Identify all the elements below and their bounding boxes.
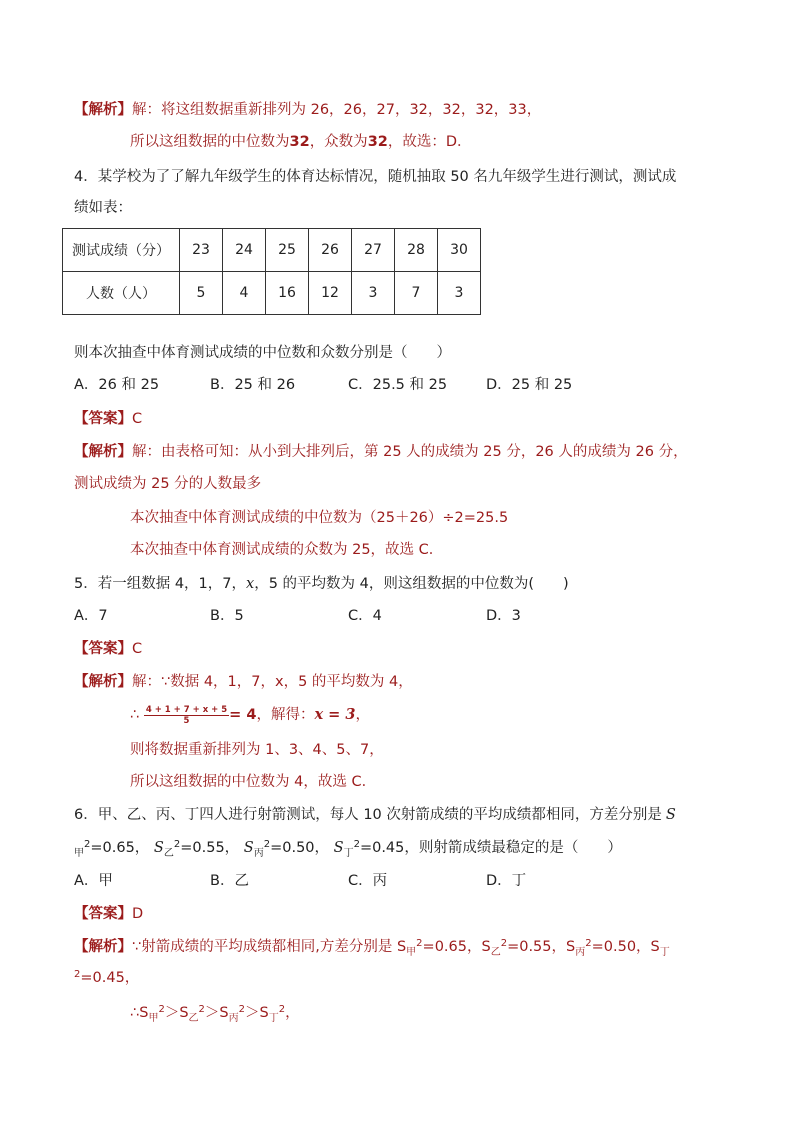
greater-than: ＞ bbox=[204, 1005, 220, 1021]
variance-symbol: S bbox=[153, 840, 164, 856]
variance-symbol: S bbox=[333, 840, 344, 856]
q5-variable-x: x bbox=[246, 576, 255, 592]
q4-question: 则本次抽查中体育测试成绩的中位数和众数分别是（ ） bbox=[74, 345, 451, 361]
q5-answer-value: C bbox=[132, 641, 143, 657]
q6-answer-value: D bbox=[132, 906, 144, 922]
variance-symbol: S bbox=[243, 840, 254, 856]
q4-analysis-line4: 本次抽查中体育测试成绩的众数为 25，故选 C． bbox=[130, 542, 444, 558]
variance-jia: =0.65， bbox=[90, 840, 150, 856]
subscript-jia: 甲 bbox=[406, 947, 417, 958]
analysis-tag: 【解析】 bbox=[74, 102, 132, 118]
variance-jia: =0.65， bbox=[422, 939, 482, 955]
table-cell: 26 bbox=[309, 229, 352, 272]
table-cell: 25 bbox=[266, 229, 309, 272]
solve-end: ， bbox=[355, 707, 370, 723]
table-header-cell: 人数（人） bbox=[63, 272, 180, 315]
score-table bbox=[62, 228, 481, 315]
q4-option-b: B．25 和 26 bbox=[210, 377, 296, 393]
q6-answer bbox=[74, 904, 143, 924]
variance-symbol: S bbox=[139, 1005, 149, 1021]
q3-mode-value: 32 bbox=[367, 134, 388, 150]
q6-stem-line2 bbox=[74, 838, 622, 860]
q4-analysis-text: 解：由表格可知：从小到大排列后，第 25 人的成绩为 25 分，26 人的成绩为 26 分， bbox=[132, 444, 688, 460]
fraction-numerator: 4 + 1 + 7 + x + 5 bbox=[145, 704, 228, 715]
q3-analysis-line2 bbox=[130, 132, 472, 152]
therefore-symbol: ∴ bbox=[130, 1005, 140, 1021]
table-cell: 24 bbox=[223, 229, 266, 272]
superscript-2: 2 bbox=[74, 969, 81, 980]
therefore-symbol: ∴ bbox=[130, 707, 140, 723]
subscript-jia: 甲 bbox=[74, 848, 84, 859]
table-cell: 23 bbox=[180, 229, 223, 272]
q4-answer bbox=[74, 409, 142, 429]
q3-choice: ，故选：D． bbox=[387, 134, 472, 150]
q6-analysis-line2 bbox=[74, 968, 139, 990]
table-header-cell: 测试成绩（分） bbox=[63, 229, 180, 272]
table-row bbox=[63, 272, 481, 315]
table-cell: 3 bbox=[352, 272, 395, 315]
equation-result: = 4 bbox=[229, 707, 257, 723]
q4-analysis-line1 bbox=[74, 442, 688, 462]
superscript-2: 2 bbox=[158, 1004, 165, 1015]
q5-stem bbox=[74, 574, 569, 594]
table-cell: 5 bbox=[180, 272, 223, 315]
q5-analysis-text: 解：∵数据 4，1，7，x，5 的平均数为 4， bbox=[132, 674, 413, 690]
variance-symbol: S bbox=[259, 1005, 269, 1021]
answer-tag: 【答案】 bbox=[74, 906, 132, 922]
variance-symbol: S bbox=[566, 939, 576, 955]
q5-answer bbox=[74, 639, 142, 659]
q3-analysis-line1 bbox=[74, 100, 541, 120]
variance-symbol: S bbox=[665, 807, 676, 823]
table-cell: 16 bbox=[266, 272, 309, 315]
q5-analysis-line4: 所以这组数据的中位数为 4，故选 C． bbox=[130, 774, 377, 790]
subscript-ding: 丁 bbox=[268, 1013, 279, 1024]
q6-stem-text: 6．甲、乙、丙、丁四人进行射箭测试，每人 10 次射箭成绩的平均成绩都相同，方差分别是 bbox=[74, 807, 662, 823]
q5-option-c: C．4 bbox=[348, 608, 382, 624]
table-cell: 7 bbox=[395, 272, 438, 315]
q6-analysis-line1 bbox=[74, 937, 670, 959]
q6-option-d: D．丁 bbox=[486, 873, 527, 889]
q5-analysis-line1 bbox=[74, 672, 413, 692]
table-cell: 4 bbox=[223, 272, 266, 315]
greater-than: ＞ bbox=[245, 1005, 260, 1021]
q5-stem-part1: 5．若一组数据 4，1，7， bbox=[74, 576, 247, 592]
superscript-2: 2 bbox=[353, 839, 360, 850]
superscript-2: 2 bbox=[263, 839, 271, 850]
q5-option-a: A．7 bbox=[74, 608, 108, 624]
q3-median-label: 所以这组数据的中位数为 bbox=[130, 134, 290, 150]
q5-analysis-line2 bbox=[130, 702, 370, 728]
subscript-yi: 乙 bbox=[163, 848, 174, 859]
q3-mode-label: ，众数为 bbox=[309, 134, 368, 150]
q5-option-b: B．5 bbox=[210, 608, 244, 624]
subscript-ding: 丁 bbox=[659, 947, 670, 958]
variance-symbol: S bbox=[396, 939, 407, 955]
q6-option-c: C．丙 bbox=[348, 873, 388, 889]
q4-analysis-line2: 测试成绩为 25 分的人数最多 bbox=[74, 476, 262, 492]
greater-than: ＞ bbox=[164, 1005, 180, 1021]
q6-option-a: A．甲 bbox=[74, 873, 113, 889]
subscript-yi: 乙 bbox=[490, 947, 501, 958]
q5-option-d: D．3 bbox=[486, 608, 521, 624]
q3-analysis-text: 解：将这组数据重新排列为 26，26，27，32，32，32，33， bbox=[132, 102, 542, 118]
superscript-2: 2 bbox=[278, 1004, 286, 1015]
subscript-bing: 丙 bbox=[228, 1013, 239, 1024]
q4-stem-line2: 绩如表： bbox=[74, 200, 132, 216]
superscript-2: 2 bbox=[84, 839, 91, 850]
q3-median-value: 32 bbox=[289, 134, 310, 150]
solution-equation: x = 3 bbox=[314, 706, 356, 723]
solve-label: ，解得： bbox=[256, 707, 315, 723]
variance-ding: =0.45， bbox=[80, 970, 140, 986]
superscript-2: 2 bbox=[173, 839, 181, 850]
table-cell: 27 bbox=[352, 229, 395, 272]
q6-analysis-line3 bbox=[130, 1003, 300, 1025]
q4-stem-line1: 4．某学校为了了解九年级学生的体育达标情况，随机抽取 50 名九年级学生进行测试，测试成 bbox=[74, 169, 677, 185]
variance-bing: =0.50， bbox=[591, 939, 651, 955]
answer-tag: 【答案】 bbox=[74, 641, 132, 657]
answer-tag: 【答案】 bbox=[74, 411, 132, 427]
q5-analysis-line3: 则将数据重新排列为 1、3、4、5、7， bbox=[130, 742, 384, 758]
superscript-2: 2 bbox=[198, 1004, 205, 1015]
analysis-tag: 【解析】 bbox=[74, 939, 132, 955]
subscript-bing: 丙 bbox=[575, 947, 586, 958]
table-row bbox=[63, 229, 481, 272]
q4-answer-value: C bbox=[132, 411, 143, 427]
analysis-tag: 【解析】 bbox=[74, 444, 132, 460]
q6-analysis-text: ∵射箭成绩的平均成绩都相同,方差分别是 bbox=[132, 939, 397, 955]
superscript-2: 2 bbox=[585, 938, 592, 949]
q4-analysis-line3: 本次抽查中体育测试成绩的中位数为（25＋26）÷2=25.5 bbox=[130, 510, 509, 526]
q5-stem-part2: ，5 的平均数为 4，则这组数据的中位数为( ) bbox=[254, 576, 569, 592]
variance-bing: =0.50， bbox=[270, 840, 330, 856]
variance-yi: =0.55， bbox=[180, 840, 240, 856]
variance-yi: =0.55， bbox=[507, 939, 567, 955]
variance-symbol: S bbox=[650, 939, 660, 955]
superscript-2: 2 bbox=[238, 1004, 246, 1015]
subscript-ding: 丁 bbox=[343, 848, 354, 859]
q4-option-a: A．26 和 25 bbox=[74, 377, 160, 393]
q6-option-b: B．乙 bbox=[210, 873, 249, 889]
fraction-denominator: 5 bbox=[183, 715, 190, 726]
mean-fraction bbox=[144, 705, 229, 726]
q4-option-d: D．25 和 25 bbox=[486, 377, 573, 393]
q6-stem-line1 bbox=[74, 805, 676, 825]
subscript-yi: 乙 bbox=[188, 1013, 199, 1024]
variance-ding: =0.45，则射箭成绩最稳定的是（ ） bbox=[359, 840, 622, 856]
variance-symbol: S bbox=[219, 1005, 229, 1021]
comma: ， bbox=[285, 1005, 300, 1021]
variance-symbol: S bbox=[481, 939, 491, 955]
subscript-jia: 甲 bbox=[148, 1013, 159, 1024]
table-cell: 12 bbox=[309, 272, 352, 315]
superscript-2: 2 bbox=[500, 938, 508, 949]
analysis-tag: 【解析】 bbox=[74, 674, 132, 690]
variance-symbol: S bbox=[179, 1005, 189, 1021]
q4-option-c: C．25.5 和 25 bbox=[348, 377, 448, 393]
table-cell: 30 bbox=[438, 229, 481, 272]
subscript-bing: 丙 bbox=[253, 848, 264, 859]
table-cell: 28 bbox=[395, 229, 438, 272]
superscript-2: 2 bbox=[416, 938, 423, 949]
table-cell: 3 bbox=[438, 272, 481, 315]
